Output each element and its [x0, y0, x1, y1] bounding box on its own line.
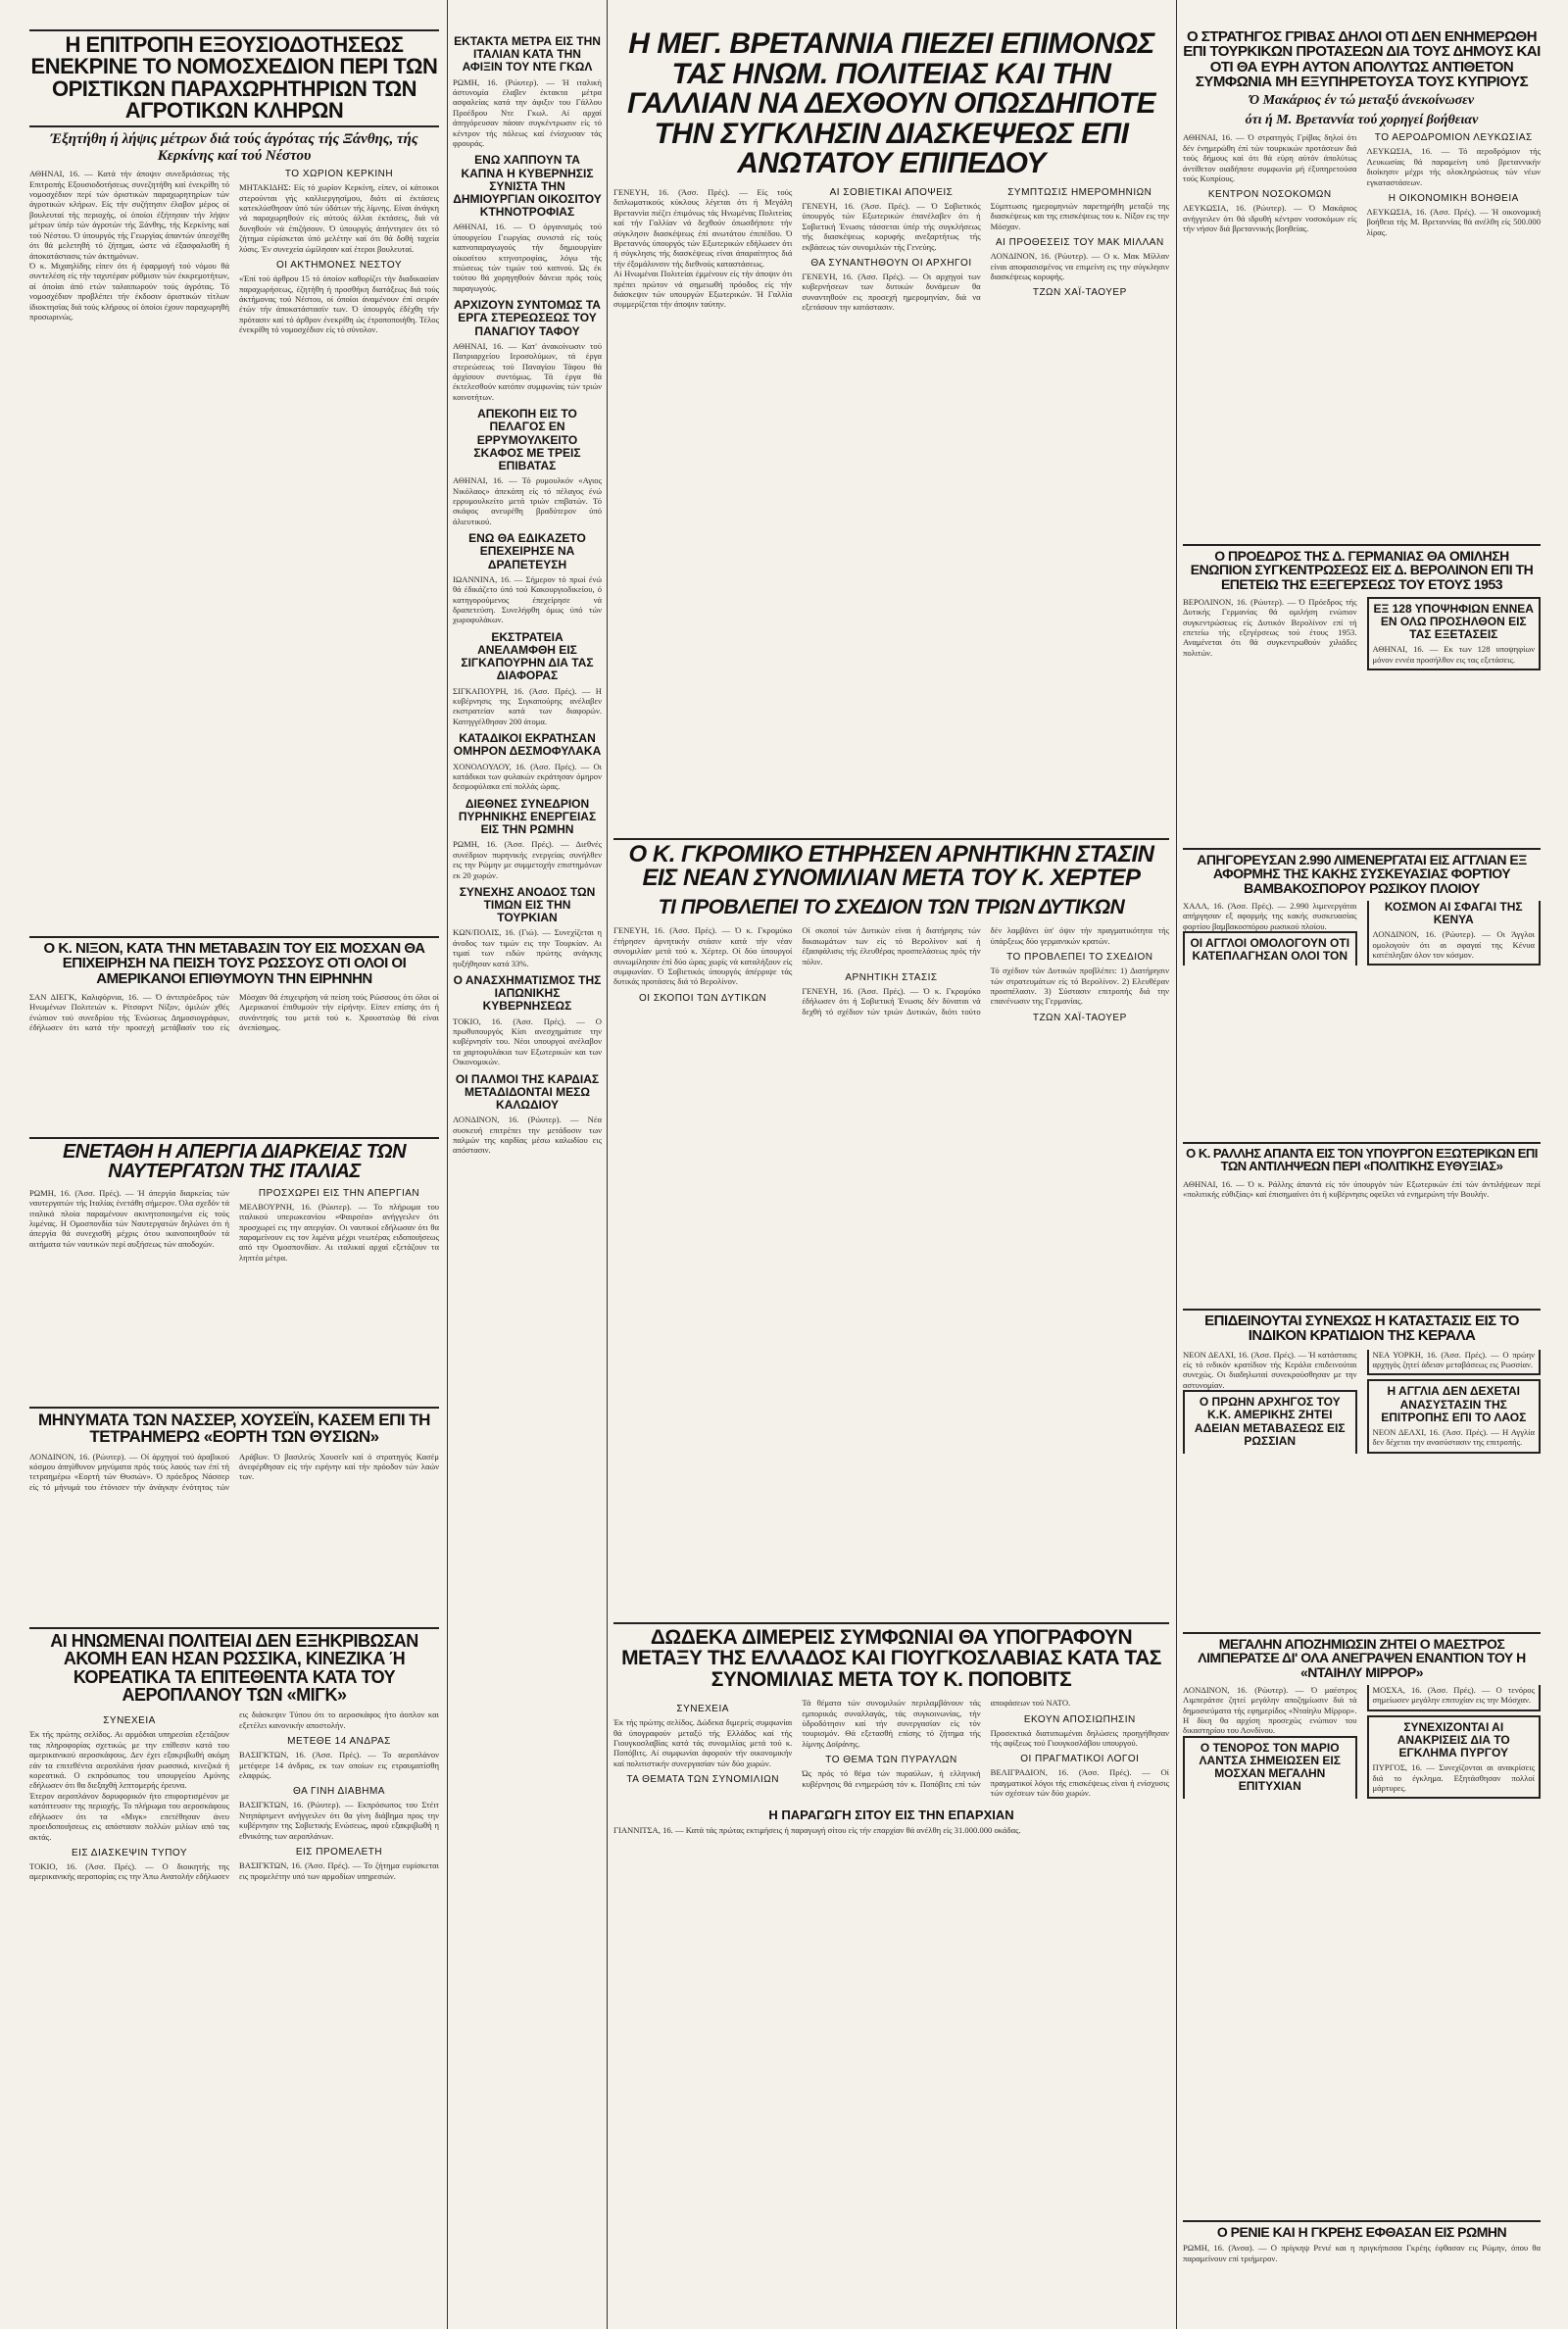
- section-heading: ΑΙ ΣΟΒΙΕΤΙΚΑΙ ΑΠΟΨΕΙΣ: [829, 186, 954, 198]
- body-text: ΛΕΥΚΩΣΙΑ, 16. — Τό αεροδρόμιον τής Λευκωσίας θά παραμείνη υπό βρεταννικήν διοίκησιν μέχρι τής ολοκληρώσεως τών νέων εγκαταστάσεων.: [1366, 146, 1541, 187]
- subhead: Έξητήθη ή λήψις μέτρων διά τούς άγρότας τής Ξάνθης, τής Κερκίνης καί τού Νέστου: [50, 130, 418, 164]
- subhead: ΤΙ ΠΡΟΒΛΕΠΕΙ ΤΟ ΣΧΕΔΙΟΝ ΤΩΝ ΤΡΙΩΝ ΔΥΤΙΚΩΝ: [658, 895, 1125, 918]
- section-heading: ΟΙ ΣΚΟΠΟΙ ΤΩΝ ΔΥΤΙΚΩΝ: [639, 992, 767, 1004]
- article-messages: [29, 1412, 439, 1622]
- body-text: ΒΕΛΙΓΡΑΔΙΟΝ, 16. (Άσσ. Πρές). — Οί πραγματικοί λόγοι τής επισκέψεως είναι ή ενίσχυσις τών σχέσεων τών δύο χωρών.: [990, 1767, 1169, 1799]
- column-rule: [447, 0, 448, 2329]
- article-body: [29, 1188, 439, 1263]
- article-body: [613, 925, 1169, 1022]
- headline: Η ΕΠΙΤΡΟΠΗ ΕΞΟΥΣΙΟΔΟΤΗΣΕΩΣ ΕΝΕΚΡΙΝΕ ΤΟ ΝΟΜΟΣΧΕΔΙΟΝ ΠΕΡΙ ΤΩΝ ΟΡΙΣΤΙΚΩΝ ΠΑΡΑΧΩΡΗΤΗΡΙΩΝ ΤΩΝ ΑΓΡΟΤΙΚΩΝ ΚΛΗΡΩΝ: [30, 32, 438, 124]
- headline: ΕΠΙΔΕΙΝΟΥΤΑΙ ΣΥΝΕΧΩΣ Η ΚΑΤΑΣΤΑΣΙΣ ΕΙΣ ΤΟ ΙΝΔΙΚΟΝ ΚΡΑΤΙΔΙΟΝ ΤΗΣ ΚΕΡΑΛΑ: [1204, 1313, 1519, 1345]
- section-heading: ΚΕΝΤΡΟΝ ΝΟΣΟΚΟΜΩΝ: [1207, 189, 1332, 201]
- headline: ΑΠΗΓΟΡΕΥΣΑΝ 2.990 ΛΙΜΕΝΕΡΓΑΤΑΙ ΕΙΣ ΑΓΓΛΙΑΝ ΕΞ ΑΦΟΡΜΗΣ ΤΗΣ ΚΑΚΗΣ ΣΥΣΚΕΥΑΣΙΑΣ ΦΟΡΤΙΟΥ ΒΑΜΒΑΚΟΣΠΟΡΟΥ ΡΩΣΙΚΟΥ ΠΛΟΙΟΥ: [1197, 853, 1527, 896]
- body-text: «Έπί τού άρθρου 15 τό όποίον καθορίζει τήν διαδικασίαν παραχωρήσεως, έζητήθη ή προσθήκη διατάξεως διά τούς άκτήμονας τού Νέστου, οί όποίοι άναμένουν έπί σειράν έτών τήν άποκατάστασίν των. Ό ύπουργός έδέχθη τήν πρότασιν καί τό άρθρον ένεκρίθη ώς έτροποποιήθη. Τέλος ένεκρίθη τό νομοσχέδιον είς τό σύνολον.: [239, 273, 439, 335]
- body-text: ΡΩΜΗ, 16. (Άσσ. Πρές). — Διεθνές συνέδριον πυρηνικής ενεργείας συνήλθεν εις την Ρώμην με συμμετοχήν επιστημόνων εκ 20 χωρών.: [453, 839, 602, 880]
- body-text: ΙΩΑΝΝΙΝΑ, 16. — Σήμερον τό πρωί ένώ θά έδικάζετο ύπό τού Κακουργιοδικείου, ό κατηγορούμενος έπεχείρησε νά δραπετεύση. Συνελήφθη όμως ύπό τών χωροφυλάκων.: [453, 573, 602, 625]
- article-rallis: [1183, 1147, 1541, 1304]
- body-text: ΣΙΓΚΑΠΟΥΡΗ, 16. (Άσσ. Πρές). — Η κυβέρνησις της Σιγκαπούρης ανέλαβεν εκστρατείαν κατά των διαφορών. Κατηγγέλθησαν 200 άτομα.: [453, 685, 602, 726]
- section-heading: ΤΖΩΝ ΧΑΪ-ΤΑΟΥΕΡ: [1032, 287, 1127, 299]
- headline: Ο ΣΤΡΑΤΗΓΟΣ ΓΡΙΒΑΣ ΔΗΛΟΙ ΟΤΙ ΔΕΝ ΕΝΗΜΕΡΩΘΗ ΕΠΙ ΤΟΥΡΚΙΚΩΝ ΠΡΟΤΑΣΕΩΝ ΔΙΑ ΤΟΥΣ ΔΗΜΟΥΣ ΚΑΙ ΟΤΙ ΘΑ ΕΥΡΗ ΑΥΤΟΝ ΑΠΟΛΥΤΩΣ ΑΝΤΙΘΕΤΟΝ ΣΥΜΦΩΝΙΑ ΜΗ ΕΞΥΠΗΡΕΤΟΥΣΑ ΤΟΥΣ ΚΥΠΡΙΟΥΣ: [1183, 29, 1541, 90]
- section-heading: ΕΚΟΥΝ ΑΠΟΣΙΩΠΗΣΙΝ: [1023, 1713, 1136, 1725]
- body-text: Ώς πρός τό θέμα τών πυραύλων, ή ελληνική κυβέρνησις θά ενημερώση τόν κ. Ποπόβιτς επί τών αποφάσεων τού ΝΑΤΟ.: [802, 1698, 1071, 1789]
- body-text: Έτερον αεροπλάνον δορυφορικόν ήτο επιφορτισμένον με κατόπτευσιν της περιοχής. Το πλήρωμα του αεροσκάφους εδήλωσεν ότι τα «Μιγκ» επετέθησαν άνευ προειδοποιήσεως εις απόστασιν πολλών μιλίων από τας ακτάς.: [29, 1790, 229, 1842]
- body-text: Τά θέματα τών συνομιλιών περιλαμβάνουν τάς εμπορικάς συναλλαγάς, τάς συγκοινωνίας, τήν ύδροδότησιν καί τήν συνεργασίαν είς τόν τουρισμόν. Θά εξετασθή επίσης τό ζήτημα τής λίμνης Δοϊράνης.: [802, 1698, 981, 1749]
- section-heading: ΘΑ ΣΥΝΑΝΤΗΘΟΥΝ ΟΙ ΑΡΧΗΓΟΙ: [810, 258, 972, 269]
- headline: ΑΙ ΗΝΩΜΕΝΑΙ ΠΟΛΙΤΕΙΑΙ ΔΕΝ ΕΞΗΚΡΙΒΩΣΑΝ ΑΚΟΜΗ ΕΑΝ ΗΣΑΝ ΡΩΣΣΙΚΑ, ΚΙΝΕΖΙΚΑ Ή ΚΟΡΕΑΤΙΚΑ ΤΑ ΕΠΙΤΕΘΕΝΤΑ ΚΑΤΑ ΤΟΥ ΑΕΡΟΠΛΑΝΟΥ ΤΩΝ «ΜΙΓΚ»: [50, 1632, 418, 1706]
- body-text: ΒΕΡΟΛΙΝΟΝ, 16. (Ρώυτερ). — Ό Πρόεδρος τής Δυτικής Γερμανίας θά ομιλήση ενώπιον συγκεντρώσεως είς Δυτικόν Βερολίνον επί τή επετείω τής εξεγέρσεως τού έτους 1953. Αναμένεται ότι θά συγκεντρωθούν χιλιάδες πολιτών.: [1183, 596, 1357, 658]
- body-text: ΝΕΟΝ ΔΕΛΧΙ, 16. (Άσσ. Πρές). — Η Αγγλία δεν δέχεται την ανασύστασιν της επιτροπής.: [1372, 1426, 1535, 1448]
- section-heading: ΑΡΝΗΤΙΚΗ ΣΤΑΣΙΣ: [845, 971, 938, 983]
- inset-box: [1367, 597, 1542, 670]
- article-mirror: [1183, 1637, 1541, 2215]
- article-grivas: [1183, 29, 1541, 539]
- body-text: Σύμπτωσις ημερομηνιών παρετηρήθη μεταξύ της διασκέψεως και της επισκέψεως του κ. Νίξον εις την Μόσχαν.: [990, 200, 1169, 231]
- headline: ΑΡΧΙΖΟΥΝ ΣΥΝΤΟΜΩΣ ΤΑ ΕΡΓΑ ΣΤΕΡΕΩΣΕΩΣ ΤΟΥ ΠΑΝΑΓΙΟΥ ΤΑΦΟΥ: [454, 298, 601, 338]
- headline: ΚΑΤΑΔΙΚΟΙ ΕΚΡΑΤΗΣΑΝ ΟΜΗΡΟΝ ΔΕΣΜΟΦΥΛΑΚΑ: [453, 731, 602, 759]
- section-heading: ΜΕΤΕΘΕ 14 ΑΝΔΡΑΣ: [287, 1736, 391, 1748]
- body-text: ΜΗΤΑΚΙΔΗΣ: Είς τό χωρίον Κερκίνη, είπεν, οί κάτοικοι στερούνται γής καλλιεργησίμου, διότι αί έκτάσεις κατεκλύσθησαν ύπό τών ύδάτων τής λίμνης. Είναι άνάγκη νά παραχωρηθούν είς αύτούς άλλαι έκτάσεις, διά νά δυνηθούν νά έπιζήσουν. Ό ύπουργός άπήντησεν ότι τό ζήτημα εύρίσκεται ύπό μελέτην καί ότι θά δοθή ταχεία λύσις. Έν συνεχεία ώμίλησαν καί έτεροι βουλευταί.: [239, 182, 439, 254]
- body-text: ΣΑΝ ΔΙΕΓΚ, Καλιφόρνια, 16. — Ό άντιπρόεδρος τών Ηνωμένων Πολιτειών κ. Ρίτσαρντ Νίξον, όμιλών χθές ένώπιον τού συνεδρίου τής Ένώσεως Δημοσιογράφων, έδήλωσεν ότι κατά τήν προσεχή μετάβασίν του είς Μόσχαν θά έπιχειρήση νά πείση τούς Ρώσσους ότι όλοι οί Αμερικανοί έπιθυμούν τήν είρήνην. Είπεν επίσης ότι ή συνάντησίς του μετά τού κ. Χρουστσώφ θά είναι άνεπίσημος.: [29, 991, 439, 1033]
- body-text: ΛΟΝΔΙΝΟΝ, 16. (Ρώυτερ). — Οι Άγγλοι ομολογούν ότι αι σφαγαί της Κένυα κατέπληξαν όλον τον κόσμον.: [1372, 929, 1535, 960]
- body-text: ΡΩΜΗ, 16. (Ρώυτερ). — Ή ιταλική άστυνομία έλαβεν έκτακτα μέτρα ασφαλείας κατά την άφιξιν του Γάλλου Προέδρου Ντε Γκωλ. Αί αρχαί άπηγόρευσαν πάσαν συγκέντρωσιν είς τό κέντρον τής πόλεως καί ένίσχυσαν τάς φρουράς.: [453, 76, 602, 148]
- section-heading: ΕΙΣ ΠΡΟΜΕΛΕΤΗ: [295, 1847, 383, 1858]
- article-body: [613, 187, 1169, 313]
- column-rule: [1176, 0, 1177, 2329]
- article-kerala: [1183, 1313, 1541, 1627]
- article-renie: [1183, 2225, 1541, 2313]
- subhead: ότι ή Μ. Βρεταννία τού χορηγεί βοήθειαν: [1245, 113, 1479, 128]
- divider: [29, 1137, 439, 1139]
- headline: Ο ΤΕΝΟΡΟΣ ΤΟΝ ΜΑΡΙΟ ΛΑΝΤΣΑ ΣΗΜΕΙΩΣΕΝ ΕΙΣ ΜΟΣΧΑΝ ΜΕΓΑΛΗΝ ΕΠΙΤΥΧΙΑΝ: [1199, 1740, 1341, 1794]
- body-text: Αί Ηνωμέναι Πολιτείαι έμμένουν είς τήν άποψιν ότι πρέπει πρώτον νά σημειωθή πρόοδος είς τήν διάσκεψιν τών υπουργών Εξωτερικών. Ή Γαλλία συμμερίζεται τήν άποψιν ταύτην.: [613, 269, 793, 310]
- headline: ΕΝΩ ΘΑ ΕΔΙΚΑΖΕΤΟ ΕΠΕΧΕΙΡΗΣΕ ΝΑ ΔΡΑΠΕΤΕΥΣΗ: [468, 531, 586, 571]
- body-text: ΑΘΗΝΑΙ, 16. — Κατά τήν άποψιν συνεδριάσεως τής Επιτροπής Εξουσιοδοτήσεως συνεζητήθη καί ένεκρίθη τό νομοσχέδιον περί τών όριστικών παραχωρητηρίων τών άγροτικών κλήρων. Είς τήν συζήτησιν έλαβον μέρος οί βουλευταί τής περιοχής, οί όποίοι έξήτησαν τήν λήψιν μέτρων ύπέρ τών άγροτών τής Ξάνθης, τής Κερκίνης καί τού Νέστου. Ό ύπουργός τής Γεωργίας άπαντών ύπεσχέθη ότι θά μελετηθή τό ζήτημα, ώστε νά έξασφαλισθή ή άποκατάστασις τών άκτημόνων.: [29, 169, 229, 261]
- divider: [1183, 2220, 1541, 2222]
- section-heading: ΤΟ ΑΕΡΟΔΡΟΜΙΟΝ ΛΕΥΚΩΣΙΑΣ: [1374, 132, 1533, 144]
- divider: [29, 936, 439, 938]
- subhead: Ό Μακάριος έν τώ μεταξύ άνεκοίνωσεν: [1249, 93, 1475, 109]
- body-text: ΛΟΝΔΙΝΟΝ, 16. (Ρώυτερ). — Ο κ. Μακ Μίλλαν είναι αποφασισμένος να επιμείνη εις την σύγκλησιν διασκέψεως κορυφής.: [990, 251, 1169, 281]
- inset-box: [1367, 1379, 1542, 1453]
- article-mig: [29, 1632, 439, 2308]
- headline: ΟΙ ΠΑΛΜΟΙ ΤΗΣ ΚΑΡΔΙΑΣ ΜΕΤΑΔΙΔΟΝΤΑΙ ΜΕΣΩ ΚΑΛΩΔΙΟΥ: [455, 1071, 600, 1113]
- body-text: ΓΕΝΕΥΗ, 16. (Άσσ. Πρές). — Ό Σοβιετικός ύπουργός τών Εξωτερικών έπανέλαβεν ότι ή Σοβιετική Ένωσις τάσσεται ύπέρ τής συγκλήσεως τής διασκέψεως κορυφής ανεξαρτήτως τής εκβάσεως τών συνομιλιών τής Γενεύης.: [802, 200, 981, 252]
- section-heading: ΤΖΩΝ ΧΑΪ-ΤΑΟΥΕΡ: [1032, 1012, 1127, 1023]
- body-text: ΑΘΗΝΑΙ, 16. — Ό στρατηγός Γρίβας δηλοί ότι δέν ένημερώθη έπί τών τουρκικών προτάσεων διά τούς δήμους καί ότι θά εύρη αύτόν άπολύτως άντίθετον οιαδήποτε συμφωνία μή έξυπηρετούσα τούς Κυπρίους.: [1183, 132, 1357, 183]
- section-heading: ΟΙ ΠΡΑΓΜΑΤΙΚΟΙ ΛΟΓΟΙ: [1020, 1754, 1140, 1765]
- headline: ΑΠΕΚΟΠΗ ΕΙΣ ΤΟ ΠΕΛΑΓΟΣ ΕΝ ΕΡΡΥΜΟΥΛΚΕΙΤΟ ΣΚΑΦΟΣ ΜΕ ΤΡΕΙΣ ΕΠΙΒΑΤΑΣ: [473, 407, 581, 472]
- body-text: ΛΟΝΔΙΝΟΝ, 16. (Ρώυτερ). — Οί άρχηγοί τού άραβικού κόσμου άπηύθυνον μηνύματα πρός τούς λαούς των έπί τή τετραημέρω «Εορτή τών Θυσιών». Ό πρόεδρος Νάσσερ είς τό μήνυμά του έτόνισεν τήν άνάγκην ένότητος τών Αράβων. Ό βασιλεύς Χουσεΐν καί ό στρατηγός Κασέμ άνεφέρθησαν είς τήν ειρήνην καί τήν πρόοδον τών λαών των.: [29, 1451, 439, 1492]
- divider: [1183, 1309, 1541, 1311]
- headline: Ο Κ. ΝΙΞΟΝ, ΚΑΤΑ ΤΗΝ ΜΕΤΑΒΑΣΙΝ ΤΟΥ ΕΙΣ ΜΟΣΧΑΝ ΘΑ ΕΠΙΧΕΙΡΗΣΗ ΝΑ ΠΕΙΣΗ ΤΟΥΣ ΡΩΣΣΟΥΣ ΟΤΙ ΟΛΟΙ ΟΙ ΑΜΕΡΙΚΑΝΟΙ ΕΠΙΘΥΜΟΥΝ ΤΗΝ ΕΙΡΗΝΗΝ: [43, 941, 425, 987]
- body-text: ΤΟΚΙΟ, 16. (Άσσ. Πρές). — Ο πρωθυπουργός Κίσι ανεσχημάτισε την κυβέρνησίν του. Νέοι υπουργοί ανέλαβον τα χαρτοφυλάκια των Εξωτερικών και των Οικονομικών.: [453, 1016, 602, 1067]
- body-text: Προσεκτικά διατυπωμέναι δηλώσεις προηγήθησαν τής αφίξεως τού Γιουγκοσλάβου υπουργού.: [990, 1727, 1169, 1749]
- body-text: ΒΑΣΙΓΚΤΩΝ, 16. (Άσσ. Πρές). — Το ζήτημα ευρίσκεται εις προμελέτην υπό των αρμοδίων υπηρεσιών.: [239, 1860, 439, 1881]
- headline: Η ΠΑΡΑΓΩΓΗ ΣΙΤΟΥ ΕΙΣ ΤΗΝ ΕΠΑΡΧΙΑΝ: [768, 1807, 1014, 1822]
- headline: ΕΞ 128 ΥΠΟΨΗΦΙΩΝ ΕΝΝΕΑ ΕΝ ΟΛΩ ΠΡΟΣΗΛΘΟΝ ΕΙΣ ΤΑΣ ΕΞΕΤΑΣΕΙΣ: [1373, 601, 1534, 642]
- body-text: Έκ τής πρώτης σελίδος. Δώδεκα διμερείς συμφωνίαι θά ύπογραφούν μεταξύ τής Ελλάδος καί τής Γιουγκοσλαβίας κατά τάς συνομιλίας μετά τού κ. Ποπόβιτς. Αί συμφωνίαι άφορούν τήν οικονομικήν καί πολιτιστικήν συνεργασίαν τών δύο χωρών.: [613, 1717, 793, 1768]
- divider: [1183, 544, 1541, 546]
- headline: ΔΩΔΕΚΑ ΔΙΜΕΡΕΙΣ ΣΥΜΦΩΝΙΑΙ ΘΑ ΥΠΟΓΡΑΦΟΥΝ ΜΕΤΑΞΥ ΤΗΣ ΕΛΛΑΔΟΣ ΚΑΙ ΓΙΟΥΓΚΟΣΛΑΒΙΑΣ ΚΑΤΑ ΤΑΣ ΣΥΝΟΜΙΛΙΑΣ ΜΕΤΑ ΤΟΥ Κ. ΠΟΠΟΒΙΤΣ: [621, 1627, 1161, 1691]
- body-text: ΝΕΟΝ ΔΕΛΧΙ, 16. (Άσσ. Πρές). — Ή κατάστασις είς τό ινδικόν κρατίδιον τής Κεράλα επιδεινούται συνεχώς. Οι διαδηλωταί συνεκρούσθησαν με την αστυνομίαν.: [1183, 1349, 1357, 1390]
- section-heading: ΑΙ ΠΡΟΘΕΣΕΙΣ ΤΟΥ ΜΑΚ ΜΙΛΛΑΝ: [995, 237, 1164, 249]
- section-heading: ΤΑ ΘΕΜΑΤΑ ΤΩΝ ΣΥΝΟΜΙΛΙΩΝ: [626, 1774, 779, 1786]
- section-heading: ΣΥΜΠΤΩΣΙΣ ΗΜΕΡΟΜΗΝΙΩΝ: [1007, 186, 1152, 198]
- headline: Η ΑΓΓΛΙΑ ΔΕΝ ΔΕΧΕΤΑΙ ΑΝΑΣΥΣΤΑΣΙΝ ΤΗΣ ΕΠΙΤΡΟΠΗΣ ΕΠΙ ΤΟ ΛΑΟΣ: [1381, 1384, 1527, 1424]
- section-heading: ΘΑ ΓΙΝΗ ΔΙΑΒΗΜΑ: [293, 1786, 385, 1798]
- headline: ΕΝΕΤΑΘΗ Η ΑΠΕΡΓΙΑ ΔΙΑΡΚΕΙΑΣ ΤΩΝ ΝΑΥΤΕΡΓΑΤΩΝ ΤΗΣ ΙΤΑΛΙΑΣ: [62, 1142, 407, 1183]
- headline: ΕΚΤΑΚΤΑ ΜΕΤΡΑ ΕΙΣ ΤΗΝ ΙΤΑΛΙΑΝ ΚΑΤΑ ΤΗΝ ΑΦΙΞΙΝ ΤΟΥ ΝΤΕ ΓΚΩΛ: [454, 34, 601, 74]
- body-text: ΡΩΜΗ, 16. (Άσσ. Πρές). — Ή άπεργία διαρκείας τών ναυτεργατών τής Ιταλίας ένετάθη σήμερον. Όλα σχεδόν τά ιταλικά πλοία παραμένουν ακινητοποιημένα είς τούς λιμένας. Η Ομοσπονδία τών Ναυτεργατών δηλώνει ότι ή άπεργία θά συνεχισθή μέχρις ότου ικανοποιηθούν τά αιτήματα τών ναυτικών περί αυξήσεως τών αποδοχών.: [29, 1187, 229, 1249]
- body-text: ΑΘΗΝΑΙ, 16. — Ό κ. Ράλλης άπαντά είς τόν ύπουργόν τών Εξωτερικών έπί τών άντιλήψεων περί «πολιτικής εύθιξίας» καί έπισημαίνει ότι ή κυβέρνησις οφείλει νά ενημερώνη τήν Βουλήν.: [1183, 1178, 1541, 1199]
- headline: ΜΕΓΑΛΗΝ ΑΠΟΖΗΜΙΩΣΙΝ ΖΗΤΕΙ Ο ΜΑΕΣΤΡΟΣ ΛΙΜΠΕΡΑΤΣΕ ΔΙ' ΟΛΑ ΑΝΕΓΡΑΨΕΝ ΕΝΑΝΤΙΟΝ ΤΟΥ Η «ΝΤΑΙΗΛΥ ΜΙΡΡΟΡ»: [1198, 1637, 1526, 1680]
- article-strike: [29, 1142, 439, 1402]
- body-text: Τό σχέδιον τών Δυτικών προβλέπει: 1) Διατήρησιν τών στρατευμάτων είς τό Βερολίνον. 2) Ελευθέραν προσπέλασιν. 3) Σύστασιν επιτροπής διά την επανένωσιν της Γερμανίας.: [990, 966, 1169, 1007]
- narrow-column: [453, 29, 602, 2313]
- body-text: ΑΘΗΝΑΙ, 16. — Κατ' άνακοίνωσιν τού Πατριαρχείου Ιεροσολύμων, τά έργα στερεώσεως τού Παναγίου Τάφου θά άρχίσουν συντόμως. Τά έργα θά έκτελεσθούν κατόπιν συμφωνίας τών τριών κοινοτήτων.: [453, 340, 602, 402]
- body-text: ΓΕΝΕΥΗ, 16. (Άσσ. Πρές). — Οι αρχηγοί των κυβερνήσεων των δυτικών δυνάμεων θα συναντηθούν εις προσεχή ημερομηνίαν, διά να εξετάσουν την κατάστασιν.: [802, 272, 981, 313]
- section-heading: ΣΥΝΕΧΕΙΑ: [103, 1715, 156, 1727]
- divider: [613, 1622, 1169, 1624]
- body-text: ΡΩΜΗ, 16. (Άνσα). — Ο πρίγκηψ Ρενιέ και η πριγκήπισσα Γκρέης έφθασαν εις Ρώμην, όπου θα παραμείνουν επί τριήμερον.: [1183, 2243, 1541, 2263]
- article-body: [613, 1698, 1169, 1798]
- body-text: ΚΩΝ/ΠΟΛΙΣ, 16. (Γιώ). — Συνεχίζεται η άνοδος των τιμών εις την Τουρκίαν. Αι τιμαί των ειδών πρώτης ανάγκης ηυξήθησαν κατά 33%.: [453, 927, 602, 968]
- headline: ΕΚΣΤΡΑΤΕΙΑ ΑΝΕΛΑΜΦΘΗ ΕΙΣ ΣΙΓΚΑΠΟΥΡΗΝ ΔΙΑ ΤΑΣ ΔΙΑΦΟΡΑΣ: [461, 629, 594, 683]
- article-body: [29, 169, 439, 334]
- headline: Η ΜΕΓ. ΒΡΕΤΑΝΝΙΑ ΠΙΕΖΕΙ ΕΠΙΜΟΝΩΣ ΤΑΣ ΗΝΩΜ. ΠΟΛΙΤΕΙΑΣ ΚΑΙ ΤΗΝ ΓΑΛΛΙΑΝ ΝΑ ΔΕΧΘΟΥΝ ΟΠΩΣΔΗΠΟΤΕ ΤΗΝ ΣΥΓΚΛΗΣΙΝ ΔΙΑΣΚΕΨΕΩΣ ΕΠΙ ΑΝΩΤΑΤΟΥ ΕΠΙΠΕΔΟΥ: [627, 29, 1155, 180]
- body-text: ΓΙΑΝΝΙΤΣΑ, 16. — Κατά τάς πρώτας εκτιμήσεις ή παραγωγή σίτου είς τήν επαρχίαν θά ανέλθη είς 31.000.000 οκάδας.: [613, 1824, 1021, 1835]
- body-text: ΒΑΣΙΓΚΤΩΝ, 16. (Ρώυτερ). — Εκπρόσωπος του Στέιτ Ντηπάρτμεντ ανήγγειλεν ότι θα γίνη διάβημα προς την κυβέρνησιν της Σοβιετικής Ενώσεως, αφού εξακριβωθή η εθνικότης των αεροπλάνων.: [239, 1800, 439, 1841]
- article-berlin: [1183, 549, 1541, 843]
- body-text: ΛΟΝΔΙΝΟΝ, 16. (Ρώυτερ). — Ό μαέστρος Λιμπεράτσε ζητεί μεγάλην αποζημίωσιν διά τά δημοσιεύματα τής εφημερίδος «Νταίηλυ Μίρρορ». Η δίκη θα αρχίση προσεχώς ενώπιον του δικαστηρίου του Λονδίνου.: [1183, 1684, 1357, 1736]
- column-rule: [607, 0, 608, 2329]
- article-gromyko: [613, 843, 1169, 1617]
- body-text: Ό κ. Μιχαηλίδης είπεν ότι ή έφαρμογή τού νόμου θά συντελέση είς τήν ταχυτέραν ρύθμισιν τών έκκρεμοτήτων, αί όποίαι άπό ετών ταλαιπωρούν τούς άγρότας. Τό νομοσχέδιον προβλέπει τήν έκδοσιν όριστικών τίτλων ίδιοκτησίας διά τούς κλήρους οί όποίοι έχουν παραχωρηθή προσωρινώς.: [29, 260, 229, 322]
- article-body: [1183, 597, 1541, 670]
- article-body: [1183, 901, 1541, 966]
- headline: ΜΗΝΥΜΑΤΑ ΤΩΝ ΝΑΣΣΕΡ, ΧΟΥΣΕΪΝ, ΚΑΣΕΜ ΕΠΙ ΤΗ ΤΕΤΡΑΗΜΕΡΩ «ΕΟΡΤΗ ΤΩΝ ΘΥΣΙΩΝ»: [38, 1412, 430, 1447]
- headline: Ο Κ. ΓΚΡΟΜΙΚΟ ΕΤΗΡΗΣΕΝ ΑΡΝΗΤΙΚΗΝ ΣΤΑΣΙΝ ΕΙΣ ΝΕΑΝ ΣΥΝΟΜΙΛΙΑΝ ΜΕΤΑ ΤΟΥ Κ. ΧΕΡΤΕΡ: [628, 843, 1154, 892]
- divider: [1183, 1142, 1541, 1144]
- body-text: Οί σκοποί τών Δυτικών είναι ή διατήρησις τών δικαιωμάτων των είς τό Βερολίνον καί ή έξασφάλισις τής έλευθέρας προσπελάσεως πρός τήν πόλιν.: [802, 925, 981, 966]
- inset-box: [1367, 1715, 1542, 1800]
- section-heading: ΟΙ ΑΚΤΗΜΟΝΕΣ ΝΕΣΤΟΥ: [275, 260, 403, 272]
- body-text: ΑΘΗΝΑΙ, 16. — Ό όργανισμός τού ύπουργείου Γεωργίας συνιστά είς τούς καπνοπαραγωγούς τήν δημιουργίαν οίκοσίτου κτηνοτροφίας, λόγω τής πτώσεως τών τιμών τού καπνού. Ώς έκ τούτου θά χορηγηθούν δάνεια πρός τούς παραγωγούς.: [453, 222, 602, 293]
- body-text: ΛΕΥΚΩΣΙΑ, 16. (Ρώυτερ). — Ό Μακάριος ανήγγειλεν ότι θά ιδρυθή κέντρον νοσοκόμων είς τήν νήσον διά βρεταννικής βοηθείας.: [1183, 203, 1357, 234]
- body-text: ΜΕΛΒΟΥΡΝΗ, 16. (Ρώυτερ). — Το πλήρωμα του ιταλικού υπερωκεανίου «Φαιρσέα» ανήγγειλεν ότι προσχωρεί εις την απεργίαν. Οι ναυτικοί εδήλωσαν ότι θα παραμείνουν εις τον λιμένα μέχρι νεωτέρας ειδοποιήσεως από την Ομοσπονδίαν. Αι ιταλικαί αρχαί εξετάζουν τα ληπτέα μέτρα.: [239, 1201, 439, 1263]
- body-text: ΑΘΗΝΑΙ, 16. — Τό ρυμουλκόν «Αγιος Νικόλαος» άπεκόπη είς τό πέλαγος ένώ ερρυμουλκείτο μετά τριών επιβατών. Τό σκάφος ανευρέθη βραδύτερον ύπό άλιευτικού.: [453, 475, 602, 526]
- section-heading: ΤΟ ΠΡΟΒΛΕΠΕΙ ΤΟ ΣΧΕΔΙΟΝ: [1006, 952, 1153, 964]
- section-heading: ΣΥΝΕΧΕΙΑ: [676, 1704, 729, 1715]
- headline: Ο Κ. ΡΑΛΛΗΣ ΑΠΑΝΤΑ ΕΙΣ ΤΟΝ ΥΠΟΥΡΓΟΝ ΕΞΩΤΕΡΙΚΩΝ ΕΠΙ ΤΩΝ ΑΝΤΙΛΗΨΕΩΝ ΠΕΡΙ «ΠΟΛΙΤΙΚΗΣ ΕΥΘΥΞΙΑΣ»: [1186, 1147, 1538, 1174]
- body-text: ΤΟΚΙΟ, 16. (Άσσ. Πρές). — Ο διοικητής της αμερικανικής αεροπορίας εις την Άπω Ανατολήν εδήλωσεν εις διάσκεψιν Τύπου ότι το αεροσκάφος ήτο άοπλον και εξετέλει κανονικήν αποστολήν.: [29, 1710, 439, 1882]
- article-body: [29, 992, 439, 1033]
- article-nixon: [29, 941, 439, 1132]
- body-text: ΧΟΝΟΛΟΥΛΟΥ, 16. (Άσσ. Πρές). — Οι κατάδικοι των φυλακών εκράτησαν όμηρον δεσμοφύλακα επί πολλάς ώρας.: [453, 761, 602, 792]
- section-heading: ΤΟ ΧΩΡΙΟΝ ΚΕΡΚΙΝΗ: [284, 169, 394, 180]
- body-text: ΒΑΣΙΓΚΤΩΝ, 16. (Άσσ. Πρές). — Το αεροπλάνον μετέφερε 14 άνδρας, εκ των οποίων εις ετραυματίσθη ελαφρώς.: [239, 1750, 439, 1781]
- article-body: [29, 1452, 439, 1493]
- headline: Ο ΠΡΟΕΔΡΟΣ ΤΗΣ Δ. ΓΕΡΜΑΝΙΑΣ ΘΑ ΟΜΙΛΗΣΗ ΕΝΩΠΙΟΝ ΣΥΓΚΕΝΤΡΩΣΕΩΣ ΕΙΣ Δ. ΒΕΡΟΛΙΝΟΝ ΕΠΙ ΤΗ ΕΠΕΤΕΙΩ ΤΗΣ ΕΞΕΓΕΡΣΕΩΣ ΤΟΥ ΕΤΟΥΣ 1953: [1190, 549, 1534, 592]
- article-britain: [613, 29, 1169, 833]
- body-text: ΛΟΝΔΙΝΟΝ, 16. (Ρώυτερ). — Νέα συσκευή επιτρέπει την μετάδοσιν των παλμών της καρδίας μέσω καλωδίου εις απόστασιν.: [453, 1115, 602, 1156]
- body-text: Έκ τής πρώτης σελίδος. Αι αρμόδιαι υπηρεσίαι εξετάζουν τας πληροφορίας σχετικώς με την επίθεσιν κατά του αμερικανικού αεροσκάφους. Δεν έχει εξακριβωθή ακόμη εάν τα επιτεθέντα αεροπλάνα ήσαν ρωσσικά, κινεζικά ή κορεατικά. Ο εκπρόσωπος του υπουργείου Αμύνης εδήλωσεν ότι θα διεξαχθή λεπτομερής έρευνα.: [29, 1729, 229, 1791]
- article-ports: [1183, 853, 1541, 1137]
- section-heading: ΤΟ ΘΕΜΑ ΤΩΝ ΠΥΡΑΥΛΩΝ: [825, 1755, 957, 1766]
- divider: [29, 1407, 439, 1409]
- article-body: [1183, 1685, 1541, 1800]
- headline: ΣΥΝΕΧΙΖΟΝΤΑΙ ΑΙ ΑΝΑΚΡΙΣΕΙΣ ΔΙΑ ΤΟ ΕΓΚΛΗΜΑ ΠΥΡΓΟΥ: [1396, 1719, 1510, 1759]
- article-body: [1183, 132, 1541, 238]
- divider: [1183, 848, 1541, 850]
- body-text: ΝΕΑ ΥΟΡΚΗ, 16. (Άσσ. Πρές). — Ο πρώην αρχηγός ζητεί άδειαν μεταβάσεως εις Ρωσσίαν.: [1372, 1349, 1535, 1369]
- divider: [613, 838, 1169, 840]
- headline: Ο ΠΡΩΗΝ ΑΡΧΗΓΟΣ ΤΟΥ Κ.Κ. ΑΜΕΡΙΚΗΣ ΖΗΤΕΙ ΑΔΕΙΑΝ ΜΕΤΑΒΑΣΕΩΣ ΕΙΣ ΡΩΣΣΙΑΝ: [1194, 1395, 1346, 1448]
- section-heading: ΠΡΟΣΧΩΡΕΙ ΕΙΣ ΤΗΝ ΑΠΕΡΓΙΑΝ: [258, 1187, 420, 1199]
- body-text: ΧΑΛΛ, 16. (Άσσ. Πρές). — 2.990 λιμενεργάται απήργησαν εξ αφορμής της κακής συσκευασίας φορτίου βαμβακοσπόρου ρωσικού πλοίου.: [1183, 900, 1357, 931]
- headline: ΣΥΝΕΧΗΣ ΑΝΟΔΟΣ ΤΩΝ ΤΙΜΩΝ ΕΙΣ ΤΗΝ ΤΟΥΡΚΙΑΝ: [459, 884, 596, 925]
- article-committee: [29, 29, 439, 931]
- headline: Ο ΡΕΝΙΕ ΚΑΙ Η ΓΚΡΕΗΣ ΕΦΘΑΣΑΝ ΕΙΣ ΡΩΜΗΝ: [1216, 2225, 1507, 2240]
- article-body: [29, 1710, 439, 1881]
- body-text: ΛΕΥΚΩΣΙΑ, 16. (Άσσ. Πρές). — Ή οικονομική βοήθεια τής Μ. Βρεταννίας θά ανέλθη είς 500.000 λίρας.: [1366, 207, 1541, 237]
- body-text: ΓΕΝΕΥΗ, 16. (Άσσ. Πρές). — Ό κ. Γκρομύκο έδήλωσεν ότι ή Σοβιετική Ένωσις δέν δύναται νά δεχθή τό σχέδιον τών τριών Δυτικών, διότι τούτο δέν λαμβάνει ύπ' όψιν τήν πραγματικότητα τής ύπάρξεως δύο γερμανικών κρατών.: [802, 925, 1169, 1016]
- article-yugoslavia: [613, 1627, 1169, 2313]
- headline-box: [29, 29, 439, 127]
- divider: [29, 1627, 439, 1629]
- headline: Ο ΑΝΑΣΧΗΜΑΤΙΣΜΟΣ ΤΗΣ ΙΑΠΩΝΙΚΗΣ ΚΥΒΕΡΝΗΣΕΩΣ: [453, 973, 602, 1014]
- article-body: [1183, 1350, 1541, 1454]
- body-text: ΓΕΝΕΥΗ, 16. (Άσσ. Πρές). — Είς τούς διπλωματικούς κύκλους λέγεται ότι ή Μεγάλη Βρεταννία πιέζει έπιμόνως τάς Ηνωμένας Πολιτείας καί τήν Γαλλίαν νά δεχθούν όπωσδήποτε τήν σύγκλησιν διασκέψεως έπί ανωτάτου έπιπέδου. Ό Βρεταννός ύπουργός τών Εξωτερικών εδήλωσεν ότι ή σύγκλησις τής διασκέψεως είναι άπαραίτητος διά τήν έξομάλυνσιν τής διεθνούς καταστάσεως.: [613, 186, 793, 269]
- section-heading: Η ΟΙΚΟΝΟΜΙΚΗ ΒΟΗΘΕΙΑ: [1388, 193, 1519, 204]
- body-text: ΓΕΝΕΥΗ, 16. (Άσσ. Πρές). — Ό κ. Γκρομύκο έτήρησεν άρνητικήν στάσιν κατά τήν νέαν συνομιλίαν μετά τού κ. Χέρτερ. Οί δύο ύπουργοί συνωμίλησαν έπί δύο ώρας χωρίς νά καταλήξουν είς συμφωνίαν. Ό Σοβιετικός ύπουργός άπέρριψε τάς δυτικάς προτάσεις διά τό Βερολίνον.: [613, 925, 793, 987]
- body-text: ΜΟΣΧΑ, 16. (Άσσ. Πρές). — Ο τενόρος σημείωσεν μεγάλην επιτυχίαν εις την Μόσχαν.: [1372, 1684, 1535, 1706]
- body-text: ΠΥΡΓΟΣ, 16. — Συνεχίζονται αι ανακρίσεις διά το έγκλημα. Εξητάσθησαν πολλοί μάρτυρες.: [1372, 1762, 1535, 1793]
- headline: ΔΙΕΘΝΕΣ ΣΥΝΕΔΡΙΟΝ ΠΥΡΗΝΙΚΗΣ ΕΝΕΡΓΕΙΑΣ ΕΙΣ ΤΗΝ ΡΩΜΗΝ: [458, 796, 597, 837]
- headline: ΟΙ ΑΓΓΛΟΙ ΟΜΟΛΟΓΟΥΝ ΟΤΙ ΚΑΤΕΠΛΑΓΗΣΑΝ ΟΛΟΙ ΤΟΝ ΚΟΣΜΟΝ ΑΙ ΣΦΑΓΑΙ ΤΗΣ ΚΕΝΥΑ: [1190, 899, 1523, 964]
- body-text: ΑΘΗΝΑΙ, 16. — Εκ των 128 υποψηφίων μόνον εννέα προσήλθον εις τας εξετάσεις.: [1372, 644, 1535, 665]
- section-heading: ΕΙΣ ΔΙΑΣΚΕΨΙΝ ΤΥΠΟΥ: [71, 1847, 188, 1858]
- divider: [1183, 1632, 1541, 1634]
- headline: ΕΝΩ ΧΑΠΠΟΥΝ ΤΑ ΚΑΠΝΑ Η ΚΥΒΕΡΝΗΣΙΣ ΣΥΝΙΣΤΑ ΤΗΝ ΔΗΜΙΟΥΡΓΙΑΝ ΟΙΚΟΣΙΤΟΥ ΚΤΗΝΟΤΡΟΦΙΑΣ: [453, 153, 602, 220]
